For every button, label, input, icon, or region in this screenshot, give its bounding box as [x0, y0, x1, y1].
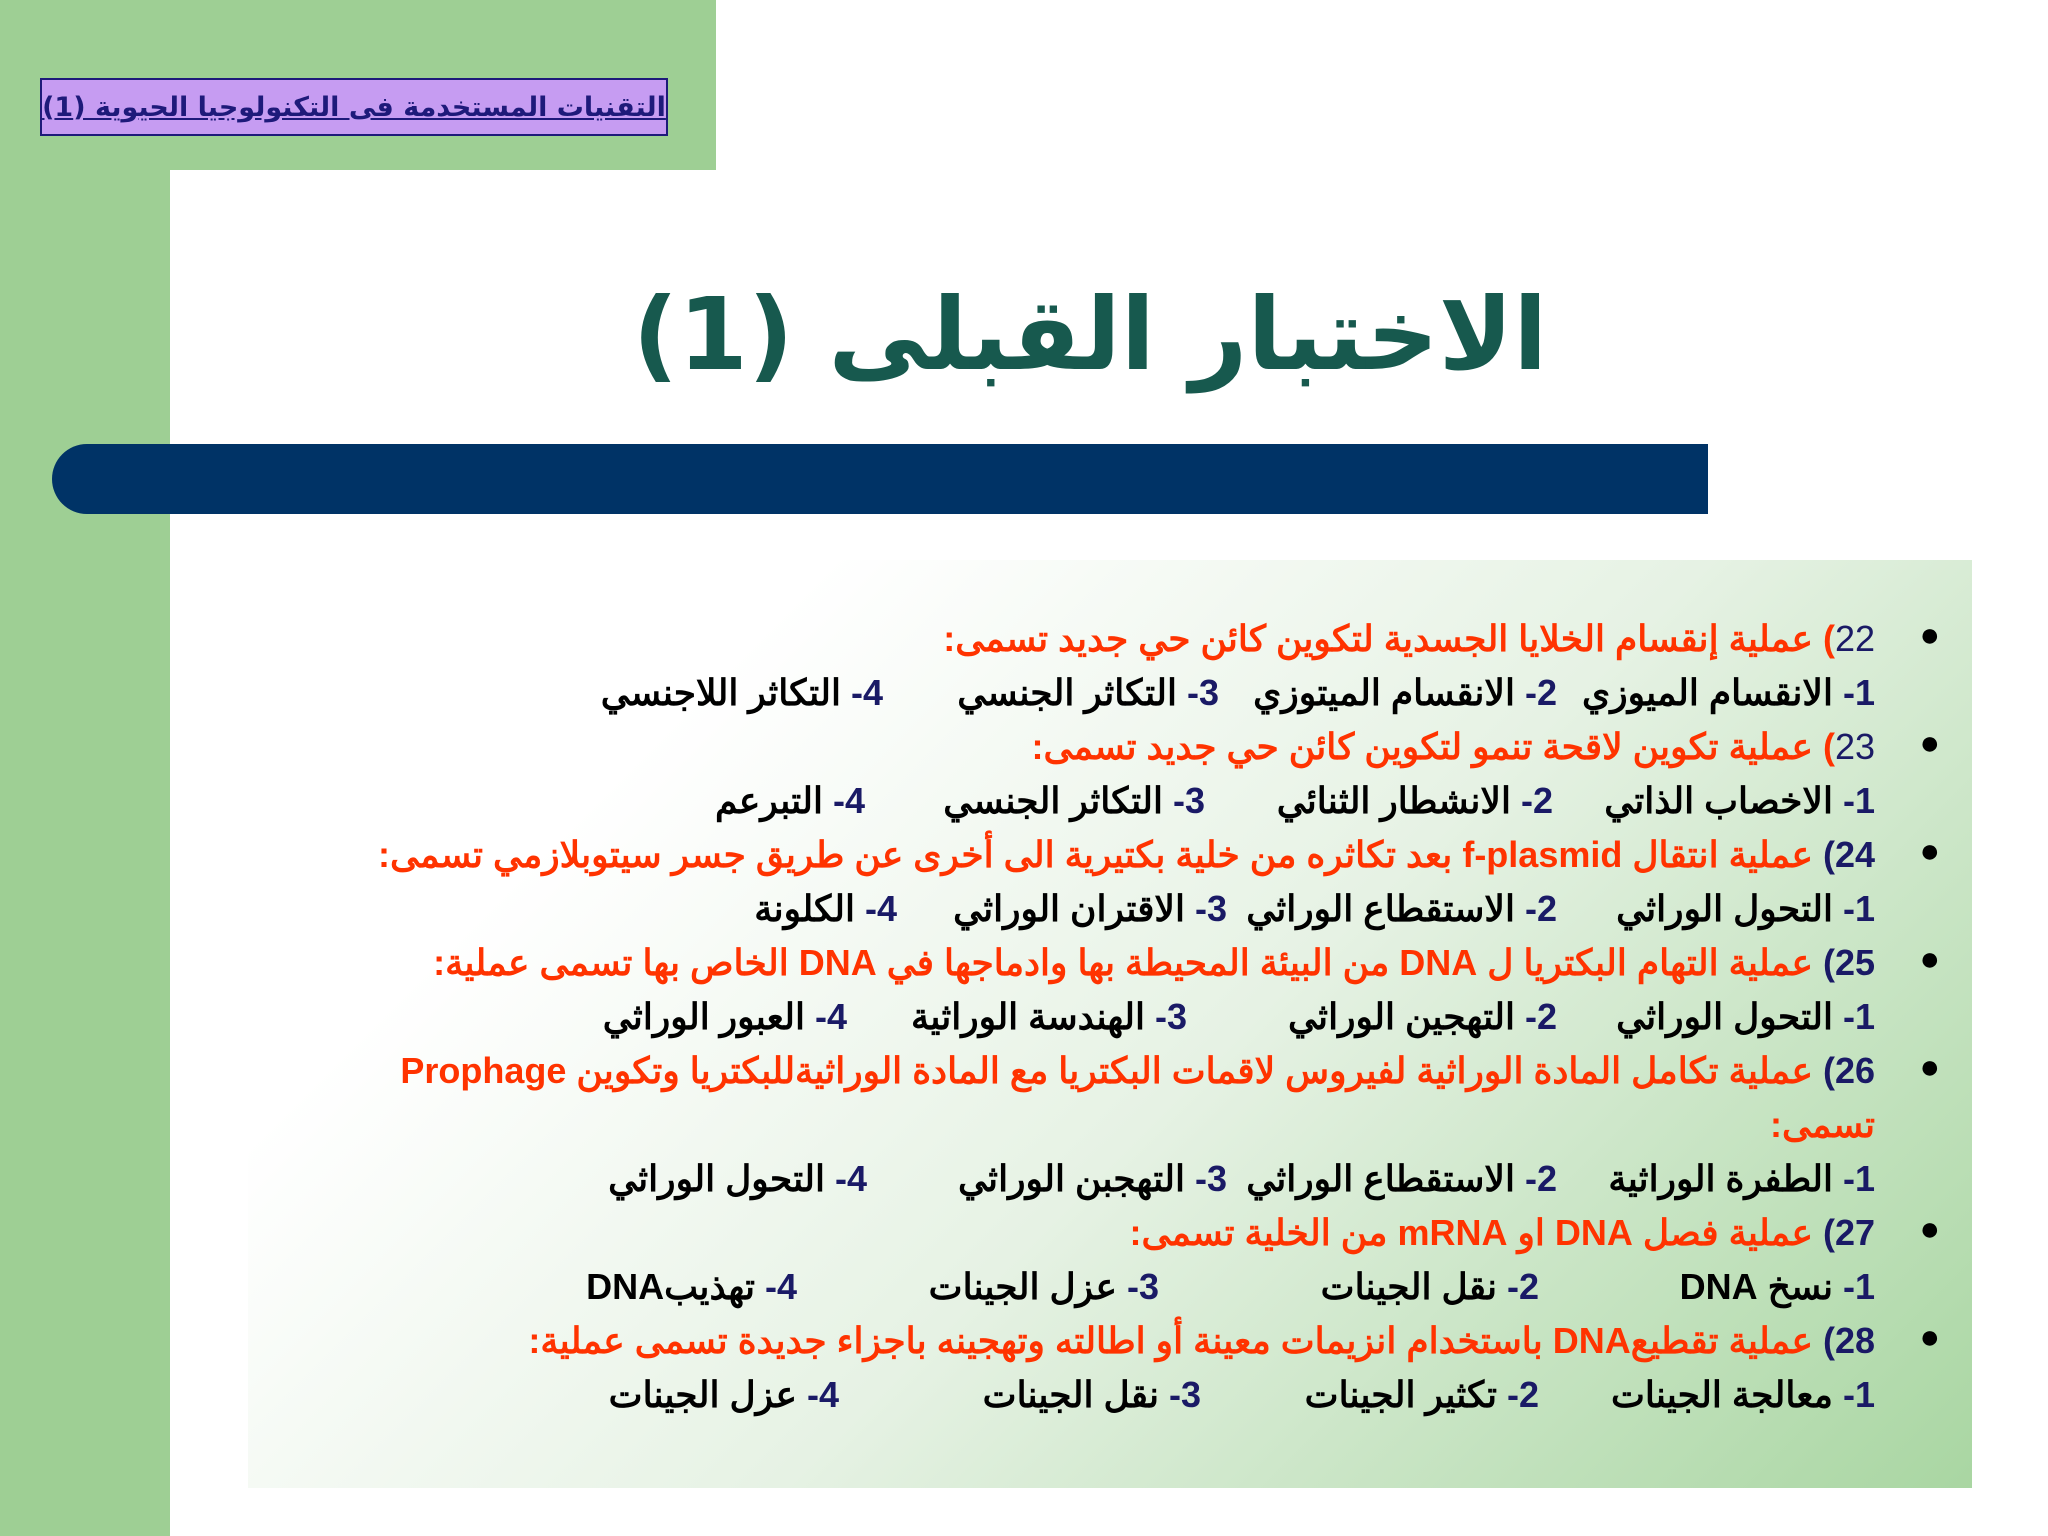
- title-divider-bar: [52, 444, 1708, 514]
- list-item: [298, 1044, 1950, 1206]
- options-row: [298, 1368, 1875, 1422]
- list-item: [298, 936, 1950, 1044]
- option-4: 4- الكلونة: [754, 888, 897, 929]
- option-3: 3- التهجبن الوراثي: [958, 1158, 1227, 1199]
- question-text: [298, 1314, 1875, 1368]
- option-2: 2- الاستقطاع الوراثي: [1246, 1158, 1557, 1199]
- question-body: عملية فصل DNA او mRNA من الخلية تسمى:: [1129, 1212, 1823, 1253]
- options-row: [298, 1152, 1875, 1206]
- option-4: 4- التبرعم: [714, 780, 865, 821]
- left-green-band: [0, 0, 170, 1536]
- option-4: 4- العبور الوراثي: [602, 996, 847, 1037]
- option-3: 3- عزل الجينات: [928, 1266, 1159, 1307]
- question-number: 26: [1834, 1050, 1875, 1091]
- option-2: 2- التهجين الوراثي: [1288, 996, 1557, 1037]
- options-row: [298, 1260, 1875, 1314]
- bullet-icon: ●: [1919, 1048, 1940, 1086]
- option-1: 1- معالجة الجينات: [1611, 1374, 1875, 1415]
- option-1: 1- التحول الوراثي: [1616, 996, 1875, 1037]
- question-paren: ): [1822, 942, 1835, 983]
- slide-title: الاختبار القبلى (1): [632, 276, 1548, 393]
- question-body: عملية انتقال f-plasmid بعد تكاثره من خلية بكتيرية الى أخرى عن طريق جسر سيتوبلازمي تسمى:: [378, 834, 1823, 875]
- question-body: عملية إنقسام الخلايا الجسدية لتكوين كائن حي جديد تسمى:: [943, 618, 1823, 659]
- list-item: [298, 828, 1950, 936]
- option-4: 4- تهذيبDNA: [586, 1266, 797, 1307]
- option-3: 3- التكاثر الجنسي: [957, 672, 1219, 713]
- question-list: [298, 612, 1950, 1422]
- question-body: عملية تكامل المادة الوراثية لفيروس لاقمات البكتريا مع المادة الوراثيةللبكتريا وتكوين Prophage تسمى:: [400, 1050, 1875, 1145]
- options-row: [298, 774, 1875, 828]
- question-text: [298, 612, 1875, 666]
- question-text: [298, 720, 1875, 774]
- question-number: 22: [1834, 618, 1875, 659]
- list-item: [298, 1314, 1950, 1422]
- question-body: عملية تكوين لاقحة تنمو لتكوين كائن حي جديد تسمى:: [1031, 726, 1823, 767]
- options-row: [298, 666, 1875, 720]
- list-item: [298, 1206, 1950, 1314]
- option-2: 2- تكثير الجينات: [1304, 1374, 1539, 1415]
- option-2: 2- نقل الجينات: [1320, 1266, 1539, 1307]
- option-1: 1- الاخصاب الذاتي: [1604, 780, 1875, 821]
- question-number: 25: [1834, 942, 1875, 983]
- list-item: [298, 612, 1950, 720]
- question-number: 23: [1834, 726, 1875, 767]
- bullet-icon: ●: [1919, 616, 1940, 654]
- question-text: [298, 828, 1875, 882]
- question-number: 24: [1834, 834, 1875, 875]
- option-3: 3- التكاثر الجنسي: [943, 780, 1205, 821]
- question-text: [298, 1206, 1875, 1260]
- question-body: عملية تقطيعDNA باستخدام انزيمات معينة أو اطالته وتهجينه باجزاء جديدة تسمى عملية:: [528, 1320, 1823, 1361]
- question-paren: ): [1822, 834, 1835, 875]
- option-1: 1- الانقسام الميوزي: [1582, 672, 1875, 713]
- option-2: 2- الانقسام الميتوزي: [1253, 672, 1557, 713]
- option-3: 3- نقل الجينات: [982, 1374, 1201, 1415]
- question-text: [298, 1044, 1875, 1152]
- bullet-icon: ●: [1919, 724, 1940, 762]
- question-paren: ): [1822, 618, 1835, 659]
- options-row: [298, 990, 1875, 1044]
- bullet-icon: ●: [1919, 832, 1940, 870]
- option-2: 2- الاستقطاع الوراثي: [1246, 888, 1557, 929]
- option-2: 2- الانشطار الثنائي: [1276, 780, 1553, 821]
- bullet-icon: ●: [1919, 940, 1940, 978]
- question-body: عملية التهام البكتريا ل DNA من البيئة المحيطة بها وادماجها في DNA الخاص بها تسمى عملية:: [433, 942, 1823, 983]
- bullet-icon: ●: [1919, 1318, 1940, 1356]
- question-number: 28: [1834, 1320, 1875, 1361]
- option-4: 4- التكاثر اللاجنسي: [600, 672, 883, 713]
- bullet-icon: ●: [1919, 1210, 1940, 1248]
- question-number: 27: [1834, 1212, 1875, 1253]
- slide-header-label: التقنيات المستخدمة فى التكنولوجيا الحيوية (1): [40, 78, 668, 136]
- question-paren: ): [1822, 1050, 1835, 1091]
- list-item: [298, 720, 1950, 828]
- question-text: [298, 936, 1875, 990]
- option-3: 3- الهندسة الوراثية: [911, 996, 1187, 1037]
- option-4: 4- عزل الجينات: [608, 1374, 839, 1415]
- question-paren: ): [1822, 726, 1835, 767]
- option-1: 1- نسخ DNA: [1679, 1266, 1875, 1307]
- question-paren: ): [1822, 1212, 1835, 1253]
- option-1: 1- الطفرة الوراثية: [1608, 1158, 1875, 1199]
- options-row: [298, 882, 1875, 936]
- option-3: 3- الاقتران الوراثي: [953, 888, 1227, 929]
- option-4: 4- التحول الوراثي: [608, 1158, 867, 1199]
- question-paren: ): [1822, 1320, 1835, 1361]
- option-1: 1- التحول الوراثي: [1616, 888, 1875, 929]
